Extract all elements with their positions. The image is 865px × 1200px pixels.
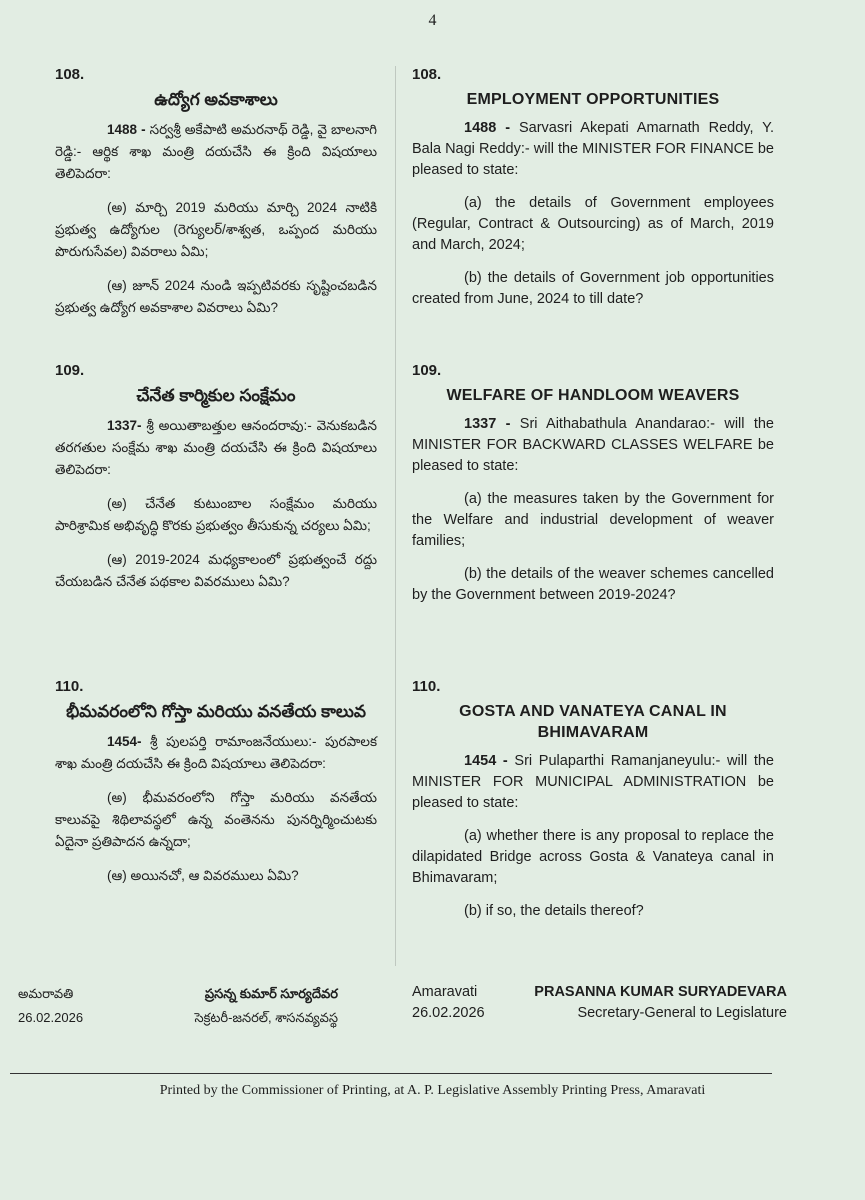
question-part-b: (ఆ) 2019-2024 మధ్యకాలంలో ప్రభుత్వంచే రద్దు చేయబడిన చేనేత పథకాల వివరములు ఏమి? <box>55 552 377 589</box>
question-part-b: (ఆ) అయినచో, ఆ వివరములు ఏమి? <box>107 868 299 883</box>
signature-designation: సెక్రటరీ-జనరల్, శాసనవ్యవస్థ <box>194 1010 338 1025</box>
english-question-109 <box>412 362 774 618</box>
question-part-a: (a) the details of Government employees (Regular, Contract & Outsourcing) as of March, 2019 and March, 2024; <box>412 195 774 253</box>
question-part-a: (a) the measures taken by the Government for the Welfare and industrial development of weaver families; <box>412 491 774 549</box>
telugu-signature-block <box>18 982 378 1030</box>
question-part-b: (b) the details of Government job opportunities created from June, 2024 to till date? <box>412 270 774 307</box>
question-intro <box>412 751 774 814</box>
question-part-b: (ఆ) జూన్ 2024 నుండి ఇప్పటివరకు సృష్టించబడిన ప్రభుత్వ ఉద్యోగ అవకాశాల వివరాలు ఏమి? <box>55 278 377 315</box>
question-heading: చేనేత కార్మికుల సంక్షేమం <box>136 386 296 405</box>
question-number: 109. <box>55 362 85 379</box>
question-number: 108. <box>55 66 85 83</box>
question-heading: భీమవరంలోని గోస్తా మరియు వనతేయ కాలువ <box>66 702 366 721</box>
question-part-a: (a) whether there is any proposal to replace the dilapidated Bridge across Gosta & Vanateya canal in Bhimavaram; <box>412 828 774 886</box>
question-intro-text: Sarvasri Akepati Amarnath Reddy, Y. Bala Nagi Reddy:- will the MINISTER FOR FINANCE be pleased to state: <box>412 120 774 178</box>
page-number: 4 <box>428 12 437 29</box>
question-intro <box>412 118 774 181</box>
question-intro-text: Sri Pulaparthi Ramanjaneyulu:- will the MINISTER FOR MUNICIPAL ADMINISTRATION be pleased to state: <box>412 753 774 811</box>
question-heading: WELFARE OF HANDLOOM WEAVERS <box>446 387 740 404</box>
question-id: 1454 - <box>464 753 508 769</box>
signature-name: PRASANNA KUMAR SURYADEVARA <box>534 984 787 1000</box>
question-part-b: (b) the details of the weaver schemes cancelled by the Government between 2019-2024? <box>412 566 774 603</box>
question-intro <box>55 731 377 775</box>
question-id: 1488 - <box>107 122 146 137</box>
question-intro-text: Sri Aithabathula Anandarao:- will the MINISTER FOR BACKWARD CLASSES WELFARE be pleased to state: <box>412 416 774 474</box>
question-part-a: (అ) చేనేత కుటుంబాల సంక్షేమం మరియు పారిశ్రామిక అభివృద్ధి కొరకు ప్రభుత్వం తీసుకున్న చర్యలు ఏమి; <box>55 496 377 533</box>
question-intro <box>55 415 377 481</box>
question-intro-text: శ్రీ పులపర్తి రామాంజనేయులు:- పురపాలక శాఖ మంత్రి దయచేసి ఈ క్రింది విషయాలు తెలిపెదరా: <box>55 734 377 771</box>
question-id: 1488 - <box>464 120 511 136</box>
english-question-108 <box>412 66 774 322</box>
telugu-question-108 <box>55 66 377 331</box>
question-heading: ఉద్యోగ అవకాశాలు <box>154 90 278 109</box>
signature-place: Amaravati <box>412 984 478 1000</box>
signature-designation: Secretary-General to Legislature <box>577 1005 787 1021</box>
question-number: 110. <box>412 678 441 695</box>
english-signature-block <box>412 982 787 1024</box>
column-divider <box>395 66 396 966</box>
english-question-110 <box>412 678 774 934</box>
signature-date: 26.02.2026 <box>412 1005 485 1021</box>
signature-name: ప్రసన్న కుమార్ సూర్యదేవర <box>204 986 338 1001</box>
question-id: 1337 - <box>464 416 511 432</box>
printer-footer: Printed by the Commissioner of Printing, at A. P. Legislative Assembly Printing Press, Amaravati <box>159 1083 706 1098</box>
question-heading: EMPLOYMENT OPPORTUNITIES <box>466 91 720 108</box>
footer-rule <box>10 1073 772 1074</box>
question-id: 1454- <box>107 734 142 749</box>
question-intro <box>55 119 377 185</box>
question-intro <box>412 414 774 477</box>
question-heading: GOSTA AND VANATEYA CANAL IN BHIMAVARAM <box>459 703 727 741</box>
question-number: 110. <box>55 678 84 695</box>
signature-date: 26.02.2026 <box>18 1010 84 1025</box>
question-intro-text: సర్వశ్రీ అకేపాటి అమరనాథ్ రెడ్డి, వై బాలనాగి రెడ్డి:- ఆర్థిక శాఖ మంత్రి దయచేసి ఈ క్రింది విషయాలు తెలిపెదరా: <box>55 122 377 181</box>
telugu-question-110 <box>55 678 377 899</box>
question-part-a: (అ) భీమవరంలోని గోస్తా మరియు వనతేయ కాలువపై శిథిలావస్థలో ఉన్న వంతెనను పునర్నిర్మించుటకు ఏదైనా ప్రతిపాదన ఉన్నదా; <box>55 790 377 849</box>
signature-place: అమరావతి <box>18 986 74 1001</box>
telugu-question-109 <box>55 362 377 605</box>
question-part-b: (b) if so, the details thereof? <box>464 903 644 919</box>
question-number: 108. <box>412 66 442 83</box>
question-intro-text: శ్రీ అయితాబత్తుల ఆనందరావు:- వెనుకబడిన తరగతుల సంక్షేమ శాఖ మంత్రి దయచేసి ఈ క్రింది విషయాలు తెలిపెదరా: <box>55 418 377 477</box>
question-part-a: (అ) మార్చి 2019 మరియు మార్చి 2024 నాటికి ప్రభుత్వ ఉద్యోగుల (రెగ్యులర్/శాశ్వత, ఒప్పంద మరియు పొరుగుసేవల) వివరాలు ఏమి; <box>55 200 377 259</box>
question-id: 1337- <box>107 418 142 433</box>
question-number: 109. <box>412 362 442 379</box>
